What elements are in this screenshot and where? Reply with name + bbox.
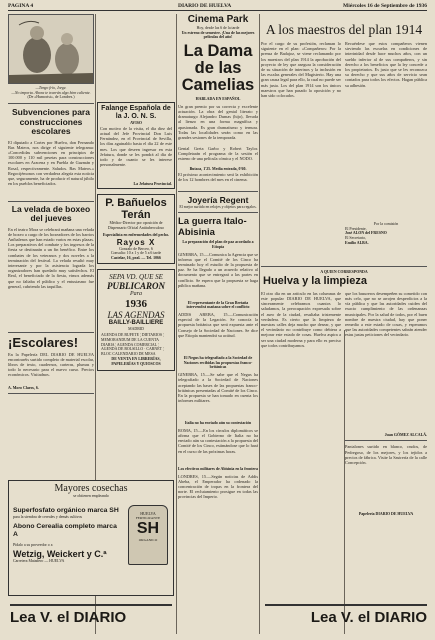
agendas-footer: DE VENTA EN LIBRERÍAS, PAPELERÍAS Y QUIOSCOS	[111, 357, 161, 367]
column-rule	[259, 14, 260, 634]
falange-body: Con motivo de la visita, el día diez del actual del Jefe Provincial Don Luis Fernández, en el Provincial de Sevilla, los días aguinaldo basta el día 22 de este mes. Los que deseen ingresar en esta Jefatura, donde se les pondrá al día de todo y de cuanto se les interese personalmente.	[100, 125, 172, 168]
huelva-body-a: El otro día en un artículo en las columnas de este popular DIARIO DE HUELVA, que sinceramente celebramos cuantos lo saludamos, la preocupación expresada sobre el aseo de la ciudad, resultaba tristemente verdadera. Es cierto que la limpieza de nuestras calles deja mucho que desear, y que el vecindario no contribuye como debiera a mejorar este estado de cosas. Huelva aspira a ser una ciudad moderna y para ello es preciso que todos contribuyamos.	[261, 290, 341, 348]
guerra-subhead-3: El Negus ha telegrafiado a la Sociedad de Naciones recibidas las propuestas franco-británicas	[183, 356, 253, 370]
column-2	[97, 14, 175, 475]
falange-notice	[97, 102, 175, 189]
ad-fert-desc-2: Pídalo a su proveedor o a	[13, 542, 53, 547]
article-subvenciones: El diputado a Cortes por Huelva, don Fernando Bas Mateos, nos dirige el siguiente telegrama: «Concedidas subvenciones en principios de 100.000 y 110 mil pesetas para construcciones escolares en Aracena y en Puebla de Guzmán y Rosal, respectivamente. Saludos. Bas Mateos.» Regocijémonos con verdadera alegría esta noticia que, seguramente, ha de producir el natural júbilo en los pueblos beneficiados.	[8, 139, 94, 187]
cartoon-credit: (De «Humorist», de Londres.)	[27, 95, 75, 100]
cinema-film-title: La Dama de las Camelias	[181, 42, 255, 95]
guerra-body-5: LONDRES, 15.—Según noticias de Addis Abeba, el Emperador ha ordenado la concentración de tropas en la frontera del norte. El reclutamiento prosigue en todas las provincias del Imperio.	[178, 473, 258, 500]
notice-pantalones: Pantalones surtido en blanco, crudos, de Pedregoso, de los mejores, y los tejidos a precios de fábrica. Visite la Sastrería de la calle Concepción.	[345, 444, 427, 466]
escolares-address: A. Moro Claros, 6.	[8, 385, 39, 390]
ad-fert-sub: se obtienen empleando	[73, 494, 109, 498]
maestros-body-b: Recuérdese que estos compañeros vienen sirviendo las escuelas en condiciones de interinidad desde hace muchos años, con un sueldo inferior al de sus compañeros, y sin derecho a los beneficios que la ley concede a los propietarios. Es justo que se les reconozca su derecho y que sus años de servicio sean contados para todos los efectos. Hagan pública su adhesión.	[345, 41, 427, 88]
maestros-body-a: Por el cargo de su profesión, reclaman lo siguiente en el plan: «Compañeros: Por la prensa de Badajoz, se viene reclamando por los maestros del plan 1914 la aprobación del proyecto de ley que asegura la consideración de su situación de interinos y la inclusión en las escalas generales del Magisterio. Hay una gran causa legal para ello, la cual no puede ser más justa. Los del plan 1914 son los únicos maestros que han pasado la oposición y no han sido colocados.	[261, 41, 341, 99]
guerra-subhead-1: La preparación del plan de paz acordado a Etiopía	[182, 240, 254, 249]
cartoon-caption-1: —Tengo frío, Jorge.	[35, 86, 67, 90]
cinema-promo: Un estreno de semestre. ¡Una de las mejores películas del año!	[181, 30, 255, 40]
agendas-line-2: PUBLICARON	[106, 280, 165, 291]
newspaper-name: DIARIO DE HUELVA	[178, 3, 232, 9]
guerra-body-3: GINEBRA, 15.—Se sabe que el Negus ha telegrafiado a la Sociedad de Naciones aceptando las bases de las propuestas franco-británicas presentadas al Comité de los Cinco. En la propuesta se han tomado en cuenta los informes militares.	[178, 372, 258, 404]
headline-guerra: La guerra Italo-Abisinia	[178, 216, 247, 239]
cinema-name: Cinema Park	[187, 14, 249, 25]
guerra-body-1: GINEBRA, 15.—Comunica la Agencia que se informa que el Comité de los Cinco ha terminado hoy el estudio de la propuesta de paz. Se ha llegado a un acuerdo relativo al documento que se entregará a las partes en conflicto. Se espera que la propuesta se haga pública mañana.	[178, 251, 258, 288]
agendas-line-3: Para	[130, 290, 142, 297]
cinema-next: El próximo acontecimiento será la exhibición de los 12 hombres del mes en el cinema.	[178, 171, 258, 182]
banuelos-name: P. Bañuelos Terán	[105, 197, 167, 222]
banuelos-specialty: Especialista en enfermedades del pecho.	[102, 232, 170, 237]
ad-banuelos	[97, 194, 175, 263]
column-rule	[176, 14, 177, 634]
huelva-kicker: A QUIEN CORRESPONDA	[320, 270, 368, 274]
cinema-language: HABLADA EN ESPAÑOL	[195, 97, 241, 102]
agendas-list: AGENDA DE BUFETE ¦ DIETARIOS ¦ MEMORANDUM DE LA CUENTA DIARIA ¦ AGENDA COMERCIAL ¦ AGENDA DE BOLSILLO · CARNET ¦ BLOC CALENDARIO DE MESA	[101, 333, 164, 357]
cinema-prices: Butaca, 1'25. Media entrada, 0'60.	[189, 166, 247, 171]
article-escolares: En la Papelería DEL DIARIO DE HUELVA encontraréis surtido completo de material escolar, libros de texto, cuadernos, carteras, plumas y todo lo necesario para el nuevo curso. Precios económicos. Visitadnos.	[8, 351, 94, 378]
guerra-subhead-2: El representante de la Gran Bretaña intervendrá mañana sobre el conflicto	[186, 300, 250, 310]
agendas-title: LAS AGENDAS	[107, 309, 165, 320]
banuelos-address: Gonzalo de Berceo, 6	[119, 246, 153, 251]
guerra-subhead-4: Italia no ha enviado aún su contestación	[184, 421, 252, 426]
maestros-sign-1: El Presidente,	[345, 226, 367, 231]
column-3	[178, 14, 258, 636]
page-number: PAGINA 4	[8, 3, 34, 9]
footer-lea-diario-right: Lea V. el DIARIO	[265, 604, 427, 628]
guerra-body-2: ADDIS ABEBA, 15.—Comunicación especial de la Legación. Se conocía la propuesta británica que será expuesta ante el Consejo de la Sociedad de Naciones. Se dice que Etiopía mantendrá su actitud.	[178, 312, 258, 338]
footer-lea-diario-left: Lea V. el DIARIO	[10, 604, 172, 628]
ad-agendas	[97, 269, 175, 371]
headline-subvenciones: Subvenciones para construcciones escolares	[12, 107, 90, 137]
banuelos-hours: Consulta: 10 a 1 y de 5 a 6 tarde	[110, 251, 162, 256]
falange-title: Falange Española de la J. O. N. S.	[101, 105, 171, 120]
maestros-sign-3: El Secretario,	[345, 236, 367, 241]
ad-fert-address: Carretera Matadero — HUELVA	[13, 559, 65, 564]
article-velada-boxeo: En el teatro Mora se celebrará mañana una velada de boxeo a cargo de los boxeadores de los barrios Aníbalenos que han estado varios en estas plazas. Los preparativos del combate y los ingresos de la fiesta se destinarán a un fin benéfico. Entre los combates de los veteranos y dos noveles a la terminación del festival. La velada resultó muy interesante y por la asistencia lograda los organizadores han quedado muy satisfechos. El Real, el beneficiado de la fiesta, vimos además que no faltaba el público y el entusiasmo fue general, cubriendo las taquillas.	[8, 226, 94, 289]
maestros-sign-4: Emilio ALBA.	[345, 240, 369, 245]
ad-fertilizante	[8, 480, 174, 596]
headline-velada-boxeo: La velada de boxeo del jueves	[11, 203, 91, 224]
fertilizer-sack-icon: HUELVA FERTILIZANTE SH ORGANICO	[128, 505, 168, 565]
banuelos-title: Médico-Director por oposición de Dispensario Oficial Antituberculoso	[107, 221, 165, 231]
huelva-signature: Juan GÓMEZ ALCALÁ.	[384, 432, 427, 437]
headline-escolares: ¡Escolares!	[8, 334, 79, 350]
ad-fert-desc-1: para la siembra de cereales y demás cultivos	[13, 515, 83, 519]
maestros-commission: Por la comisión	[373, 222, 399, 226]
agendas-publisher: BAILLY-BAILLIERE	[108, 319, 164, 326]
agendas-year: 1936	[125, 297, 147, 310]
joyeria-name: Joyería Regent	[187, 194, 249, 205]
banuelos-rayos: Rayos X	[116, 237, 156, 247]
column-4	[261, 14, 427, 636]
cinema-cast: Genial Greta Garbo y Robert Taylor. Completarán el programa de la sesión el estreno de una película cómica y el NODO.	[178, 145, 258, 162]
guerra-body-4: ROMA, 15.—En los círculos diplomáticos se afirma que el Gobierno de Italia no ha enviado aún su contestación a la propuesta del Comité de los Cinco, estimándose que lo hará en el curso de las próximas horas.	[178, 427, 258, 454]
banuelos-telephone: Castelar, 16, pral. — Tel. 1066	[111, 255, 161, 260]
guerra-subhead-5: Los efectivos militares de Abisinia en la frontera	[178, 466, 258, 471]
ad-fert-product-2: Abono Cerealia completo marca A	[13, 522, 117, 538]
falange-sign: La Jefatura Provincial.	[133, 181, 172, 186]
cinema-schedule: Hoy, desde las 6 de la tarde	[196, 26, 240, 30]
falange-aviso: AVISO	[130, 121, 142, 125]
ad-fert-company: Wetzig, Weickert y C.ª	[13, 549, 107, 560]
cinema-description: Un gran premio por su correcta y excelente actuación. La obra del genial literato y dramaturgo Alejandro Dumas (hijo), llevada al lienzo en una forma magnífica y apasionada. Es gran dramatismo y ternura. Todas las localidades serán como en las grandes sesiones de la temporada.	[178, 103, 258, 141]
agendas-city: MADRID	[128, 326, 144, 331]
huelva-body-b: que los basureros desempeñen su cometido con más celo, que no se arrojen desperdicios a la vía pública y que las autoridades cuiden del exacto cumplimiento de las ordenanzas municipales. Por la salud de todos, por el buen nombre de nuestra ciudad, hay que poner remedio a este estado de cosas, y esperamos que las autoridades competentes sabrán atender estas justas peticiones del vecindario.	[345, 290, 427, 338]
page-date: Miércoles 16 de Septiembre de 1936	[343, 3, 427, 9]
cartoon-illustration	[8, 14, 94, 84]
maestros-sign-2: José ALON del FRESNO	[345, 231, 387, 236]
ad-fert-product-1: Superfosfato orgánico marca SH	[13, 507, 119, 514]
notice-pantalones-sign: Papelería DIARIO DE HUELVA	[358, 512, 414, 517]
cartoon-caption-2: —No importa. Ahora te traerán algo bien caliente.	[11, 90, 91, 95]
joyeria-body: El mejor surtido en relojes y objetos para regalos.	[179, 204, 257, 209]
agendas-line-1: SEPA VD. QUE SE	[109, 272, 163, 281]
cartoon-drawing	[9, 15, 93, 83]
headline-huelva-limpieza: Huelva y la limpieza	[263, 274, 367, 287]
headline-maestros: A los maestros del plan 1914	[265, 22, 423, 37]
ad-fert-title: Mayores cosechas	[54, 483, 128, 494]
page-header-bar	[8, 2, 427, 11]
